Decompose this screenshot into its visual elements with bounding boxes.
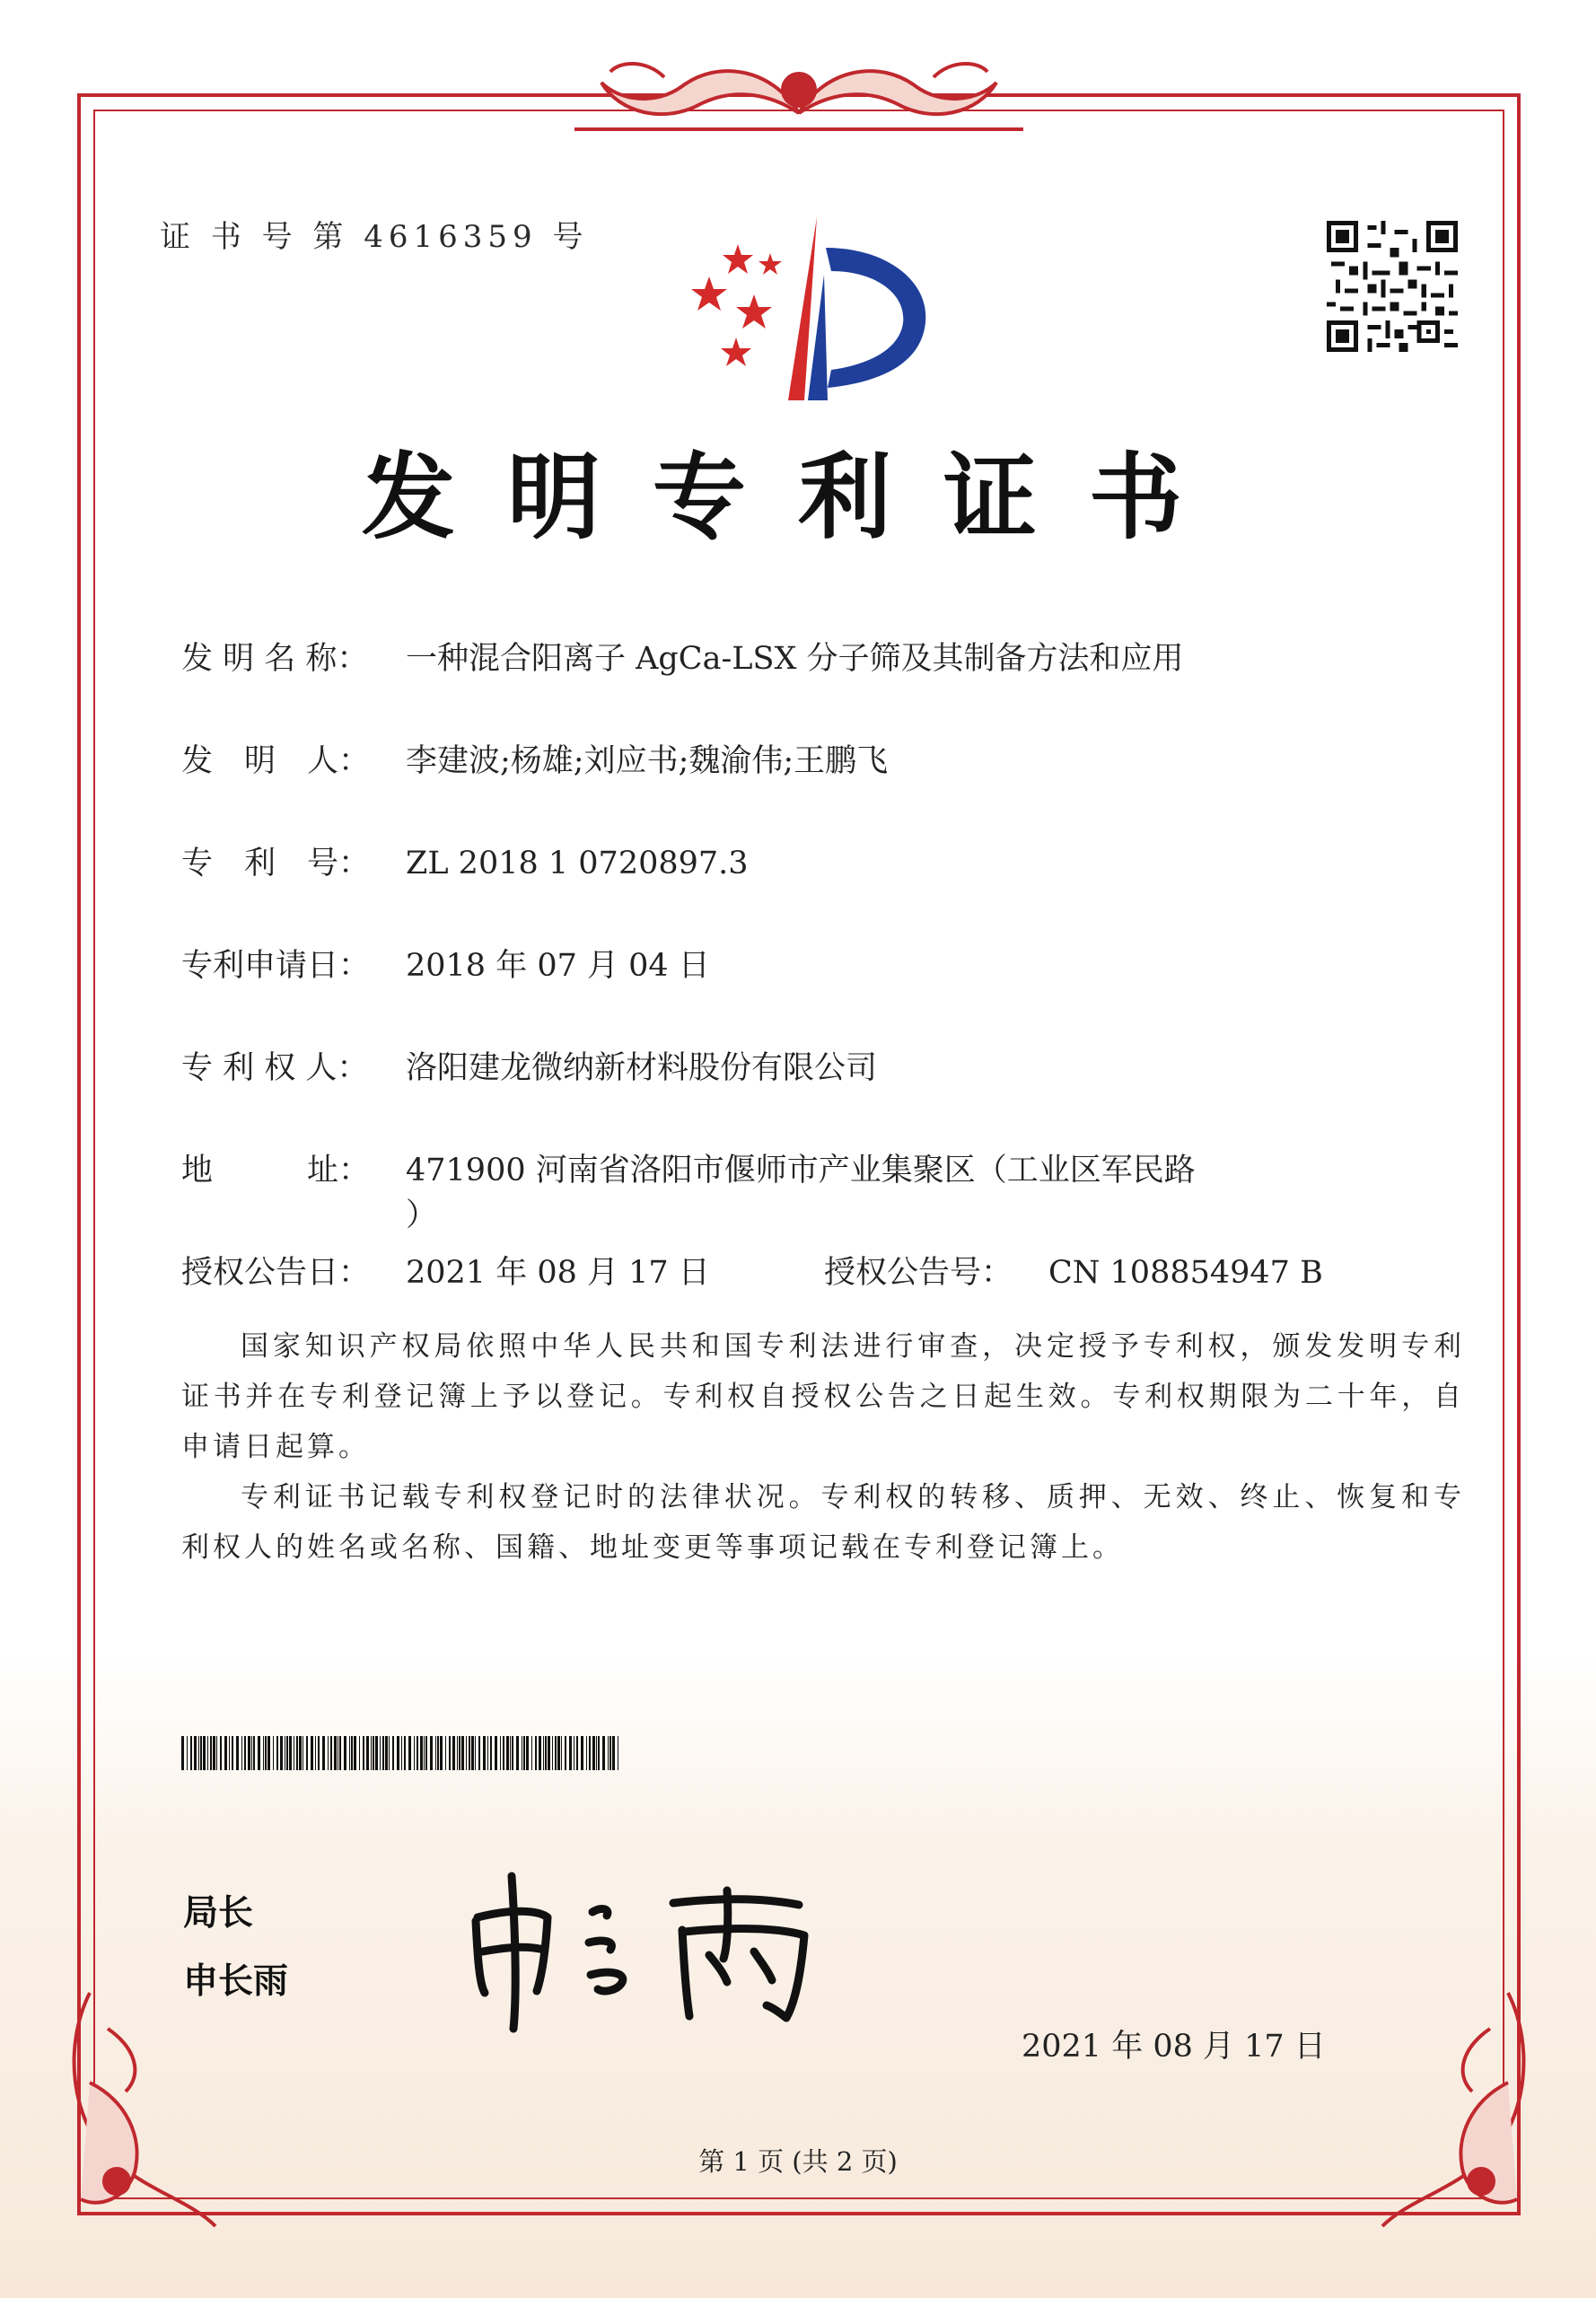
certificate-number: 证 书 号 第 4616359 号 — [160, 219, 589, 255]
field-value: 李建波;杨雄;刘应书;魏渝伟;王鹏飞 — [406, 743, 889, 779]
bottom-left-ornament-icon — [54, 1975, 224, 2244]
field-label: 地 址： — [181, 1153, 371, 1188]
cnipa-emblem-icon — [673, 212, 943, 409]
field-grant-date — [181, 1248, 710, 1293]
director-signature-icon — [458, 1858, 835, 2038]
page-indicator: 第 1 页 (共 2 页) — [698, 2146, 898, 2177]
director-name: 申长雨 — [183, 1961, 289, 2002]
issue-date: 2021 年 08 月 17 日 — [1022, 2029, 1326, 2065]
field-address-continuation: ） — [406, 1197, 438, 1233]
field-label: 专 利 权 人： — [181, 1050, 369, 1086]
field-patentee — [181, 1043, 877, 1088]
field-value: 洛阳建龙微纳新材料股份有限公司 — [406, 1050, 878, 1086]
field-label: 发 明 名 称： — [181, 641, 369, 677]
field-inventors — [181, 736, 888, 781]
legal-paragraph: 专利证书记载专利权登记时的法律状况。专利权的转移、质押、无效、终止、恢复和专利权人的姓名或名称、国籍、地址变更等事项记载在专利登记簿上。 — [181, 1481, 1465, 1564]
field-label: 发 明 人： — [181, 743, 371, 779]
field-label: 专利申请日： — [181, 948, 371, 984]
field-value: 2018 年 07 月 04 日 — [406, 948, 710, 984]
top-ornament-icon — [557, 50, 1041, 140]
field-value: CN 108854947 B — [1048, 1255, 1323, 1291]
field-value: 一种混合阳离子 AgCa-LSX 分子筛及其制备方法和应用 — [406, 641, 1184, 677]
field-grant-number — [824, 1248, 1323, 1293]
field-address — [181, 1145, 1196, 1190]
legal-paragraph: 国家知识产权局依照中华人民共和国专利法进行审查，决定授予专利权，颁发发明专利证书并在专利登记簿上予以登记。专利权自授权公告之日起生效。专利权期限为二十年，自申请日起算。 — [181, 1330, 1465, 1463]
field-label: 专 利 号： — [181, 846, 371, 881]
director-title: 局长 — [183, 1893, 254, 1934]
field-label: 授权公告号： — [824, 1255, 1013, 1291]
qr-code-icon — [1327, 221, 1458, 352]
field-label: 授权公告日： — [181, 1255, 371, 1291]
field-value: 471900 河南省洛阳市偃师市产业集聚区（工业区军民路 — [406, 1153, 1196, 1188]
field-invention-name — [181, 634, 1184, 679]
field-value: ZL 2018 1 0720897.3 — [406, 846, 749, 881]
certificate-title: 发明专利证书 — [361, 443, 1234, 552]
bottom-right-ornament-icon — [1373, 1975, 1544, 2244]
barcode-icon — [181, 1736, 621, 1770]
field-application-date — [181, 941, 710, 986]
field-patent-number — [181, 838, 749, 883]
field-value: 2021 年 08 月 17 日 — [406, 1255, 710, 1291]
